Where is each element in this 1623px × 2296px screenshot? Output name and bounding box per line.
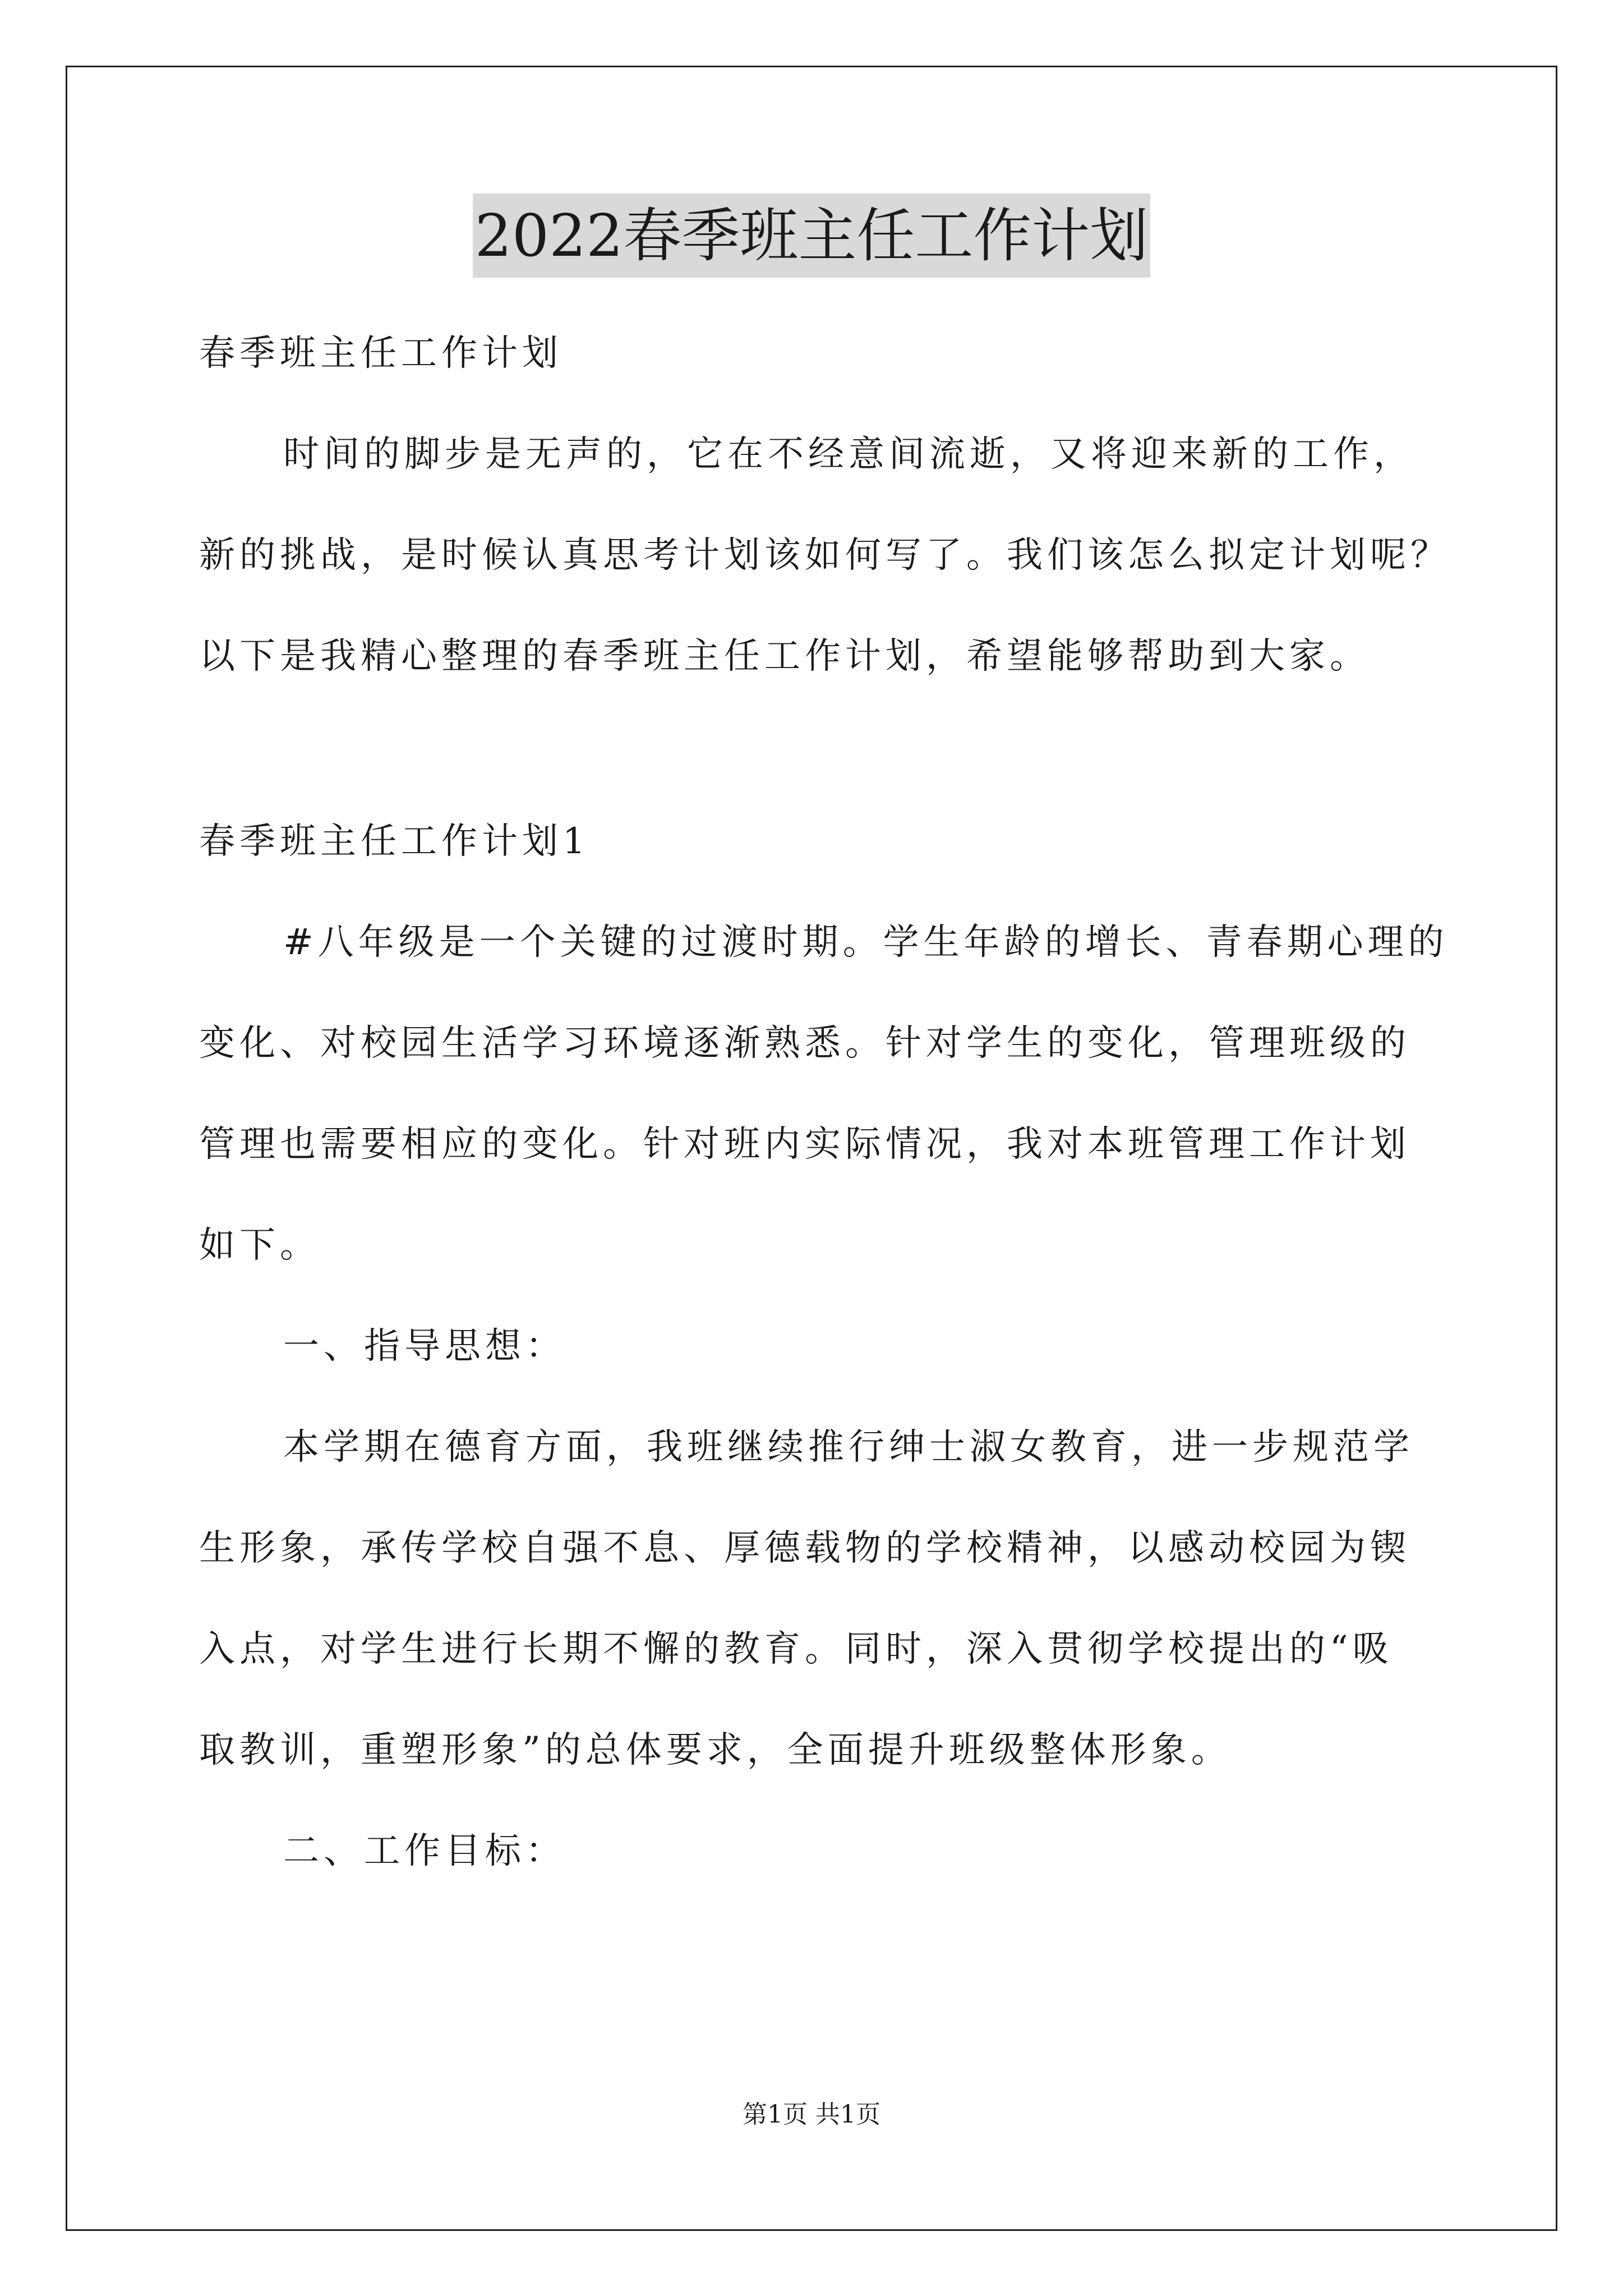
subtitle: 春季班主任工作计划 <box>199 333 562 374</box>
document-title: 2022春季班主任工作计划 <box>473 194 1151 278</box>
para1-line-2: 变化、对校园生活学习环境逐渐熟悉。针对学生的变化，管理班级的 <box>199 1023 1410 1064</box>
para2-line-1: 本学期在德育方面，我班继续推行绅士淑女教育，进一步规范学 <box>283 1427 1414 1468</box>
para2-line-2: 生形象，承传学校自强不息、厚德载物的学校精神，以感动校园为锲 <box>199 1527 1410 1569</box>
para2-line-4: 取教训，重塑形象”的总体要求，全面提升班级整体形象。 <box>199 1729 1232 1771</box>
section-heading: 春季班主任工作计划1 <box>199 821 590 862</box>
heading-guiding-thought: 一、指导思想： <box>283 1326 566 1367</box>
page-footer: 第1页 共1页 <box>743 2100 880 2129</box>
heading-work-goals: 二、工作目标： <box>283 1830 566 1872</box>
para1-line-3: 管理也需要相应的变化。针对班内实际情况，我对本班管理工作计划 <box>199 1124 1410 1165</box>
document-body <box>199 303 1451 1902</box>
section-gap <box>199 707 1427 791</box>
intro-line-2: 新的挑战，是时候认真思考计划该如何写了。我们该怎么拟定计划呢？ <box>199 535 1451 576</box>
para1-line-4: 如下。 <box>199 1225 320 1266</box>
title-area <box>0 194 1623 278</box>
intro-line-3: 以下是我精心整理的春季班主任工作计划，希望能够帮助到大家。 <box>199 636 1370 677</box>
para2-line-3: 入点，对学生进行长期不懈的教育。同时，深入贯彻学校提出的“吸 <box>199 1628 1393 1670</box>
intro-line-1: 时间的脚步是无声的，它在不经意间流逝，又将迎来新的工作， <box>283 434 1414 475</box>
para1-line-1: #八年级是一个关键的过渡时期。学生年龄的增长、青春期心理的 <box>283 922 1449 963</box>
